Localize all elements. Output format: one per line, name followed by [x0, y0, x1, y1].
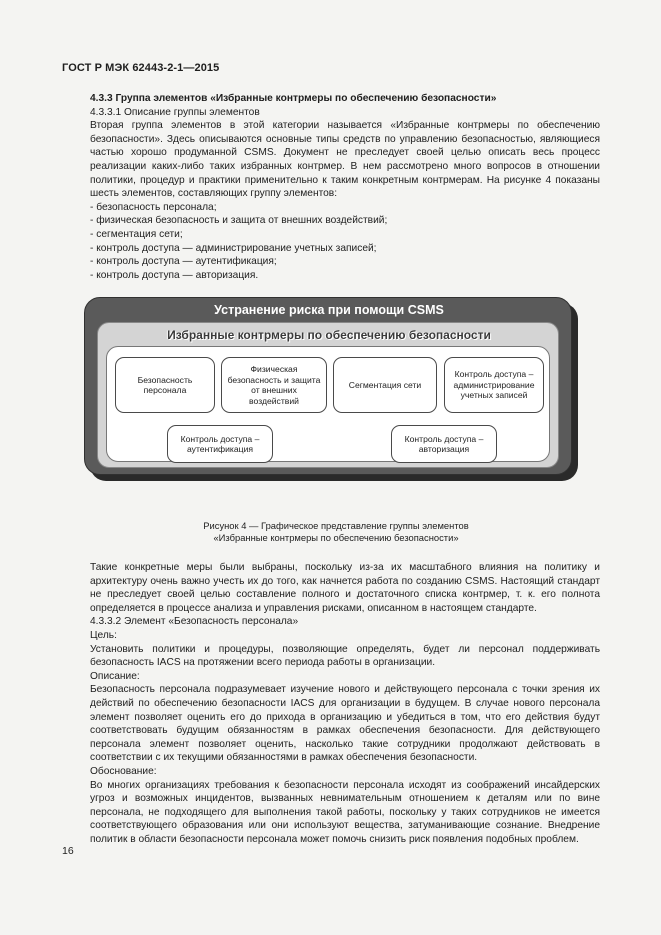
caption-line-2: «Избранные контрмеры по обеспечению безопасности» [213, 532, 459, 543]
description-label: Описание: [90, 670, 140, 682]
page-number: 16 [62, 845, 74, 857]
box-network-segmentation: Сегментация сети [333, 357, 437, 413]
goal-label: Цель: [90, 629, 117, 641]
list-item: - контроль доступа — администрирование учетных записей; [90, 242, 600, 256]
list-item: - сегментация сети; [90, 228, 600, 242]
description-text: Безопасность персонала подразумевает изучение нового и действующего персонала с точки зрения их действий по обеспечению безопасности IACS для организации в будущем. В случае нового персонала элемент позволяет оценить его до прихода в организацию и убедиться в том, что его действия будут соответствовать будущим обязанностям в рамках обеспечения безопасности. Для действующего персонала элемент позволяет оценить, насколько такие сотрудники продолжают действовать в соответствии с их текущими обязанностями в рамках обеспечения безопасности. [90, 684, 600, 764]
box-access-control-accounts: Контроль доступа – администрирование учетных записей [444, 357, 544, 413]
section-content [90, 92, 600, 282]
list-item: - контроль доступа — авторизация. [90, 269, 600, 283]
element-list [90, 201, 600, 283]
list-item: - контроль доступа — аутентификация; [90, 255, 600, 269]
justification-label: Обоснование: [90, 765, 157, 777]
figure-4-diagram [84, 297, 578, 481]
inner-title: Избранные контрмеры по обеспечению безопасности [167, 328, 491, 342]
paragraph-rationale: Такие конкретные меры были выбраны, поскольку из-за их масштабного влияния на политику и архитектуру очень важно учесть их до того, как начнется работа по созданию CSMS. Настоящий стандарт не преследует своей целью составление полного и достаточного списка контрмер, т. к. его полнота определяется в процессе анализа и управления рисками, описанном в настоящем стандарте. [90, 562, 600, 614]
box-access-control-authorization: Контроль доступа – авторизация [391, 425, 497, 463]
list-item: - физическая безопасность и защита от внешних воздействий; [90, 214, 600, 228]
section-heading: 4.3.3 Группа элементов «Избранные контрмеры по обеспечению безопасности» [90, 93, 497, 104]
standard-header: ГОСТ Р МЭК 62443-2-1—2015 [62, 62, 220, 74]
inner-container [97, 322, 559, 468]
box-access-control-authentication: Контроль доступа – аутентификация [167, 425, 273, 463]
list-item: - безопасность персонала; [90, 201, 600, 215]
justification-text: Во многих организациях требования к безопасности персонала исходят из соображений инсайдерских угроз и возможных инцидентов, вызванных невнимательным отношением к деталям или по вине персонала, не подходящего для выполнения такой работы, поскольку у таких сотрудников не имеется соответствующего образования или они используют вещества, затуманивающие сознание. Внедрение политик в области безопасности персонала может помочь снизить риск появления подобных проблем. [90, 779, 600, 845]
outer-container [84, 297, 572, 475]
box-personnel-security: Безопасность персонала [115, 357, 215, 413]
box-physical-security: Физическая безопасность и защита от внешних воздействий [221, 357, 327, 413]
outer-title: Устранение риска при помощи CSMS [214, 303, 444, 317]
subsection-title-1: 4.3.3.1 Описание группы элементов [90, 106, 260, 118]
section-content-2 [90, 561, 600, 846]
subsection-title-2: 4.3.3.2 Элемент «Безопасность персонала» [90, 616, 299, 628]
paragraph-intro: Вторая группа элементов в этой категории называется «Избранные контрмеры по обеспечению безопасности». Здесь описываются основные типы средств по управлению безопасностью, являющиеся частью хорошо продуманной CSMS. Документ не преследует своей целью описать весь процесс реализации каких-либо таких избранных контрмер. В нем рассмотрено много вопросов в отношении политики, процедур и практики применительно к таким конкретным контрмерам. На рисунке 4 показаны шесть элементов, составляющих группу элементов: [90, 120, 600, 200]
caption-line-1: Рисунок 4 — Графическое представление группы элементов [203, 520, 469, 531]
figure-caption [90, 520, 582, 544]
elements-panel [106, 346, 550, 462]
goal-text: Установить политики и процедуры, позволяющие определять, будет ли персонал поддерживать безопасность IACS на протяжении всего периода работы в организации. [90, 643, 600, 669]
